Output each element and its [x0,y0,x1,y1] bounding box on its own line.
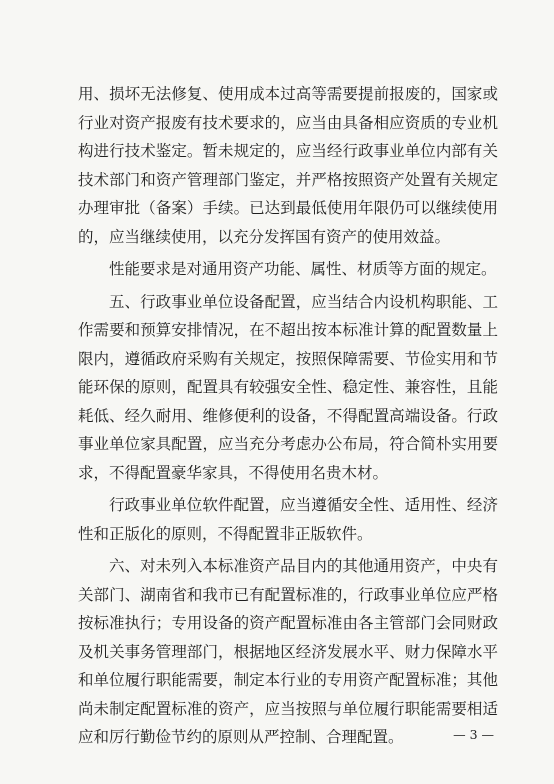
text-line: 求，不得配置豪华家具，不得使用名贵木材。 [78,463,389,482]
text-line: 作需要和预算安排情况，在不超出按本标准计算的配置数量上 [78,321,498,339]
page-number: — 3 — [453,727,494,742]
text-line: 办理审批（备案）手续。已达到最低使用年限仍可以继续使用 [78,199,498,217]
text-line: 应和厉行勤俭节约的原则从严控制、合理配置。 [78,728,404,746]
text-line: 技术部门和资产管理部门鉴定，并严格按照资产处置有关规定 [78,170,498,189]
paragraph [78,288,498,488]
text-line: 五、行政事业单位设备配置，应当结合内设机构职能、工 [109,292,498,311]
paragraph [78,80,498,251]
text-line: 按标准执行；专用设备的资产配置标准由各主管部门会同财政 [78,614,498,632]
text-line: 事业单位家具配置，应当充分考虑办公布局，符合简朴实用要 [78,435,498,453]
text-line: 行业对资产报废有技术要求的，应当由具备相应资质的专业机 [78,113,498,132]
text-line: 尚未制定配置标准的资产，应当按照与单位履行职能需要相适 [78,699,498,718]
text-line: 限内，遵循政府采购有关规定，按照保障需要、节俭实用和节 [78,349,498,368]
paragraph [78,491,498,548]
text-line: 耗低、经久耐用、维修便利的设备，不得配置高端设备。行政 [78,406,498,425]
text-line: 行政事业单位软件配置，应当遵循安全性、适用性、经济 [109,496,498,514]
text-line: 能环保的原则，配置具有较强安全性、稳定性、兼容性，且能 [78,378,498,396]
document-body [78,80,498,752]
paragraph [78,552,498,752]
text-line: 的，应当继续使用，以充分发挥国有资产的使用效益。 [78,227,451,246]
text-line: 用、损坏无法修复、使用成本过高等需要提前报废的，国家或 [78,85,498,103]
text-line: 六、对未列入本标准资产品目内的其他通用资产，中央有 [109,557,498,575]
text-line: 及机关事务管理部门，根据地区经济发展水平、财力保障水平 [78,642,498,661]
paragraph [78,255,498,284]
text-line: 性和正版化的原则，不得配置非正版软件。 [78,524,373,543]
text-line: 和单位履行职能需要，制定本行业的专用资产配置标准；其他 [78,671,498,689]
text-line: 性能要求是对通用资产功能、属性、材质等方面的规定。 [109,260,497,278]
text-line: 关部门、湖南省和我市已有配置标准的，行政事业单位应严格 [78,585,498,604]
text-line: 构进行技术鉴定。暂未规定的，应当经行政事业单位内部有关 [78,142,498,160]
